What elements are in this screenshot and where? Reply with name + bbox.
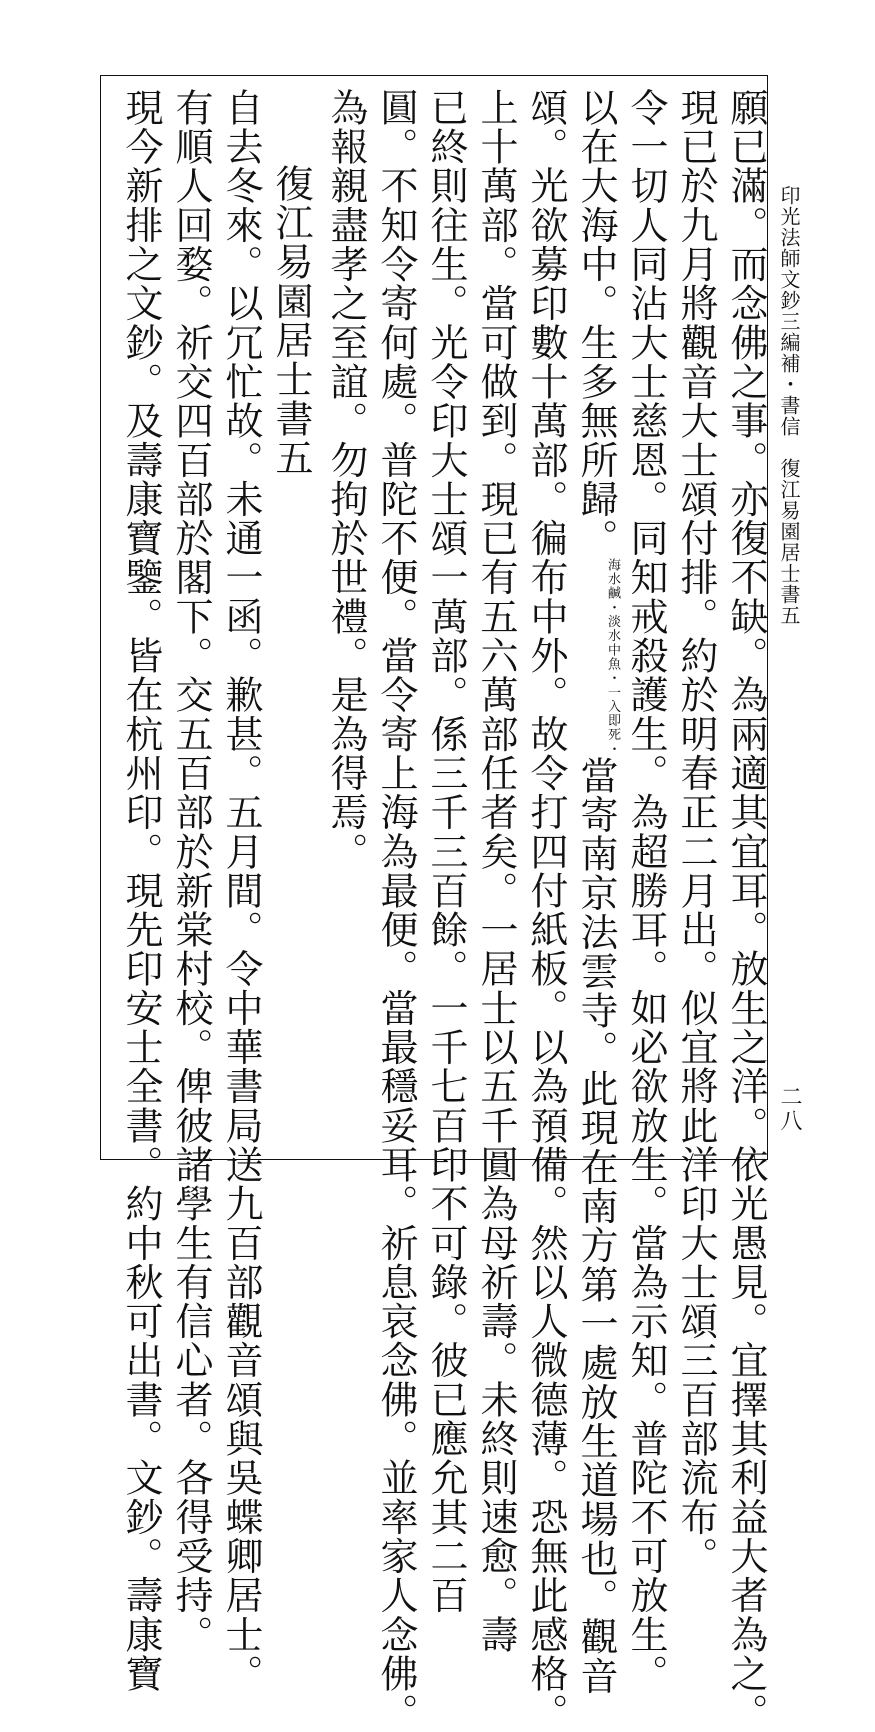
inline-note: 海水鹹・淡水中魚・一入即死・ [605,557,620,756]
text-column: 現已於九月將觀音大士頌付排。約於明春正二月出。似宜將此洋印大士頌三百部流布。 [674,88,718,1576]
text-column: 上十萬部。當可做到。現已有五六萬部任者矣。一居士以五千圓為母祈壽。未終則速愈。壽 [474,88,518,1654]
text-column-cont: 當寄南京法雲寺。此現在南方第一處放生道場也。觀音 [574,755,618,1696]
text-column: 圓。不知令寄何處。普陀不便。當令寄上海為最便。當最穩妥耳。祈息哀念佛。並率家人念佛。 [374,88,418,1732]
text-column-main: 以在大海中。生多無所歸。 [574,88,618,558]
page-number: 二八 [777,1085,802,1133]
text-column: 已終則往生。光令印大士頌一萬部。係三千三百餘。一千七百印不可錄。彼已應允其二百 [424,88,468,1615]
running-header [768,75,808,1160]
text-column [572,88,620,1696]
text-column: 願已滿。而念佛之事。亦復不缺。為兩適其宜耳。放生之洋。依光愚見。宜擇其利益大者為之。 [724,88,768,1732]
text-column: 為報親盡孝之至誼。勿拘於世禮。是為得焉。 [324,88,368,871]
text-column: 令一切人同沾大士慈恩。同知戒殺護生。為超勝耳。如必欲放生。當為示知。普陀不可放生。 [624,88,668,1694]
running-header-title: 印光法師文鈔三編補・書信 復江易園居士書五 [777,185,801,626]
text-column: 有順人回婺。祈交四百部於閣下。交五百部於新棠村校。俾彼諸學生有信心者。各得受持。 [169,88,213,1654]
text-column: 現今新排之文鈔。及壽康寶鑒。皆在杭州印。現先印安士全書。約中秋可出書。文鈔。壽康寶 [119,88,163,1694]
text-column: 自去冬來。以冗忙故。未通一函。歉甚。五月間。令中華書局送九百部觀音頌與吳蝶卿居士。 [219,88,263,1694]
section-heading: 復江易園居士書五 [269,164,313,478]
text-column: 頌。光欲募印數十萬部。徧布中外。故令打四付紙板。以為預備。然以人微德薄。恐無此感格。 [524,88,568,1732]
